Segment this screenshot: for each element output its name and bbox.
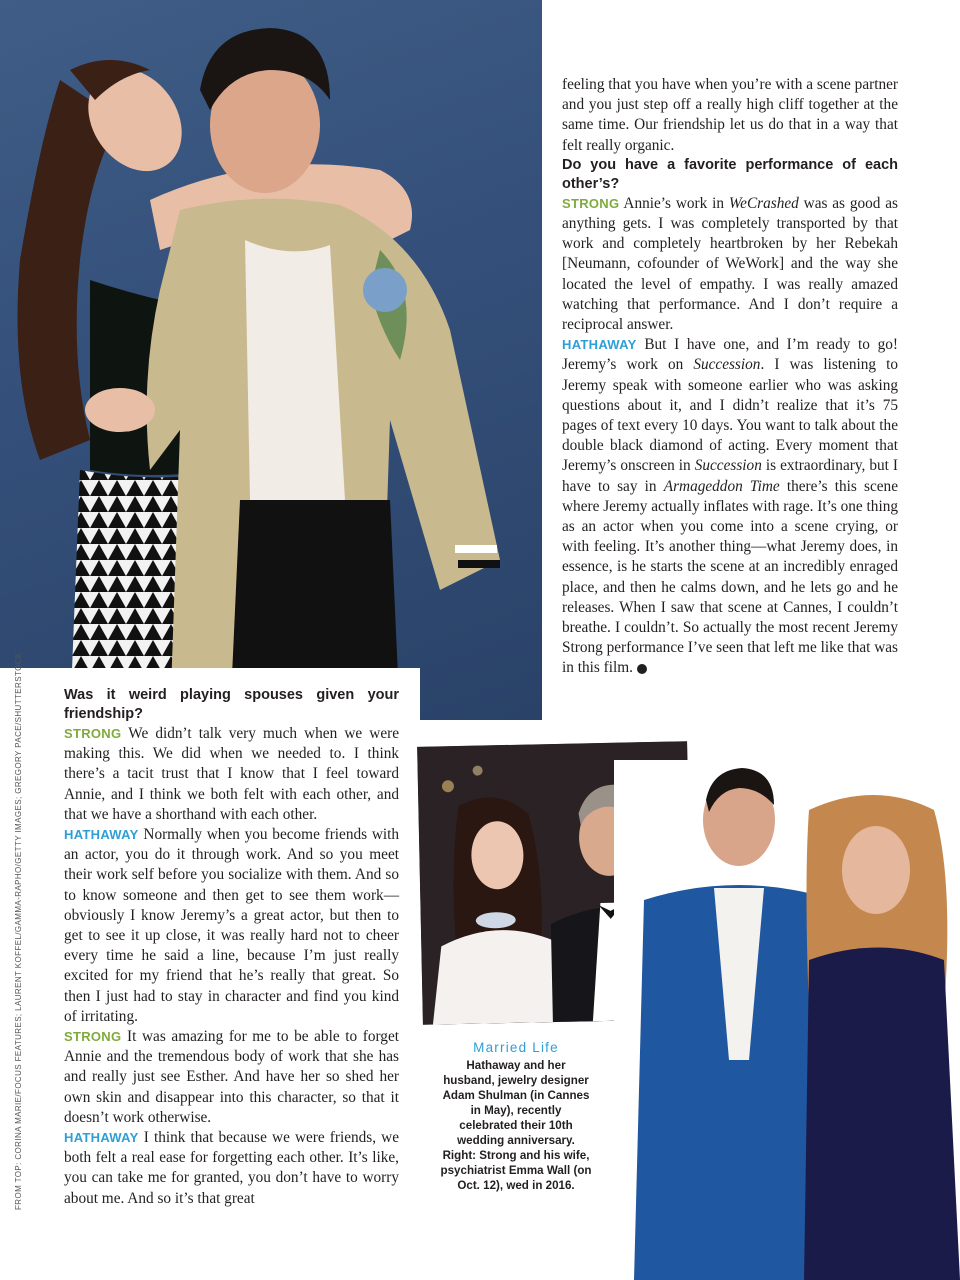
speaker-label: STRONG bbox=[562, 195, 620, 211]
speaker-label: HATHAWAY bbox=[562, 337, 637, 353]
answer-hathaway-favorite: HATHAWAY But I have one, and I’m ready to go! Jeremy’s work on Succession. I was listening to Jeremy speak with someone earlier who was asking questions about it, and I didn’t realize that it’s 75 pages of text every 10 days. You want to talk about the double black diamond of acting. Every moment that Jeremy’s onscreen in Succession is extraordinary, but I have to say in Armageddon Time there’s this scene where Jeremy actually inflates with rage. It’s one thing as an actor when you come into a scene crying, or with feeling. It’s another thing—what Jeremy does, in essence, is he starts the scene at an incredibly enraged place, and then he calms down, and he lets go and he releases. When I saw that scene at Cannes, I couldn’t breathe. I couldn’t. So actually the most recent Jeremy Strong performance I’ve seen that left me like that was in this film. bbox=[562, 336, 899, 677]
photo-credit: FROM TOP: CORINA MARIE/FOCUS FEATURES; LAURENT KOFFEL/GAMMA-RAPHO/GETTY IMAGES; GREGORY PACE/SHUTTERSTOCK bbox=[14, 652, 23, 1210]
answer-hathaway-1: HATHAWAY Normally when you become friends with an actor, you do it through work. And so you meet their work self before you socialize with them. And so to know someone and then get to see them work—obviously I know Jeremy’s a great actor, but then to get to see it up close, it was really hard not to cheer every time he said a line, because I’m just really excited for my friend that he’s really that great. So then I just had to stay in character and find you kind of irritating. bbox=[64, 826, 400, 1025]
answer-strong-1: STRONG We didn’t talk very much when we were making this. We did when we needed to. I think there’s a tacit trust that I know that I feel toward Annie, and I think we both felt with each other, and that we have a shorthand with each other. bbox=[64, 725, 399, 823]
title-armageddon-time: Armageddon Time bbox=[663, 477, 780, 495]
left-question: Was it weird playing spouses given your friendship? bbox=[64, 687, 399, 722]
speaker-label: HATHAWAY bbox=[64, 827, 139, 843]
speaker-label: STRONG bbox=[64, 1029, 122, 1045]
speaker-label: HATHAWAY bbox=[64, 1130, 139, 1146]
photo-caption bbox=[440, 1040, 592, 1193]
answer-strong-favorite: STRONG Annie’s work in WeCrashed was as good as anything gets. I was completely transported by that work and completely heartbroken by her Rebekah [Neumann, cofounder of WeWork] and the way she located the level of empathy. I was really amazed watching that performance. And I don’t require a reciprocal answer. bbox=[562, 194, 898, 334]
couple-photo bbox=[614, 760, 960, 1280]
speaker-label: STRONG bbox=[64, 726, 122, 741]
title-succession: Succession bbox=[693, 356, 761, 374]
answer-hathaway-2: HATHAWAY I think that because we were friends, we both felt a real ease for forgetting each other. It’s like, you can take me for granted, you don’t have to worry about me. And so it’s that great bbox=[64, 1129, 399, 1207]
title-succession: Succession bbox=[694, 457, 762, 475]
portrait-illustration bbox=[0, 0, 542, 720]
caption-title: Married Life bbox=[473, 1040, 559, 1055]
main-portrait-photo bbox=[0, 0, 542, 720]
right-intro: feeling that you have when you’re with a scene partner and you just step off a really high cliff together at the same time. Our friendship let us do that in a way that felt really organic. bbox=[562, 76, 898, 154]
title-wecrashed: WeCrashed bbox=[728, 194, 799, 212]
caption-text: Hathaway and her husband, jewelry designer Adam Shulman (in Cannes in May), recently celebrated their 10th wedding anniversary. Right: Strong and his wife, psychiatrist Emma Wall (on Oct. 12), wed in 2016. bbox=[440, 1059, 592, 1192]
couple-illustration bbox=[614, 760, 960, 1280]
left-column bbox=[64, 686, 399, 1209]
answer-strong-2: STRONG It was amazing for me to be able to forget Annie and the tremendous body of work that she has and really just see Esther. And have her so shed her own skin and disappear into this character, so that it doesn’t work otherwise. bbox=[64, 1028, 399, 1126]
right-question: Do you have a favorite performance of each other’s? bbox=[562, 156, 898, 192]
end-mark-icon bbox=[637, 664, 647, 674]
right-column bbox=[562, 75, 898, 679]
